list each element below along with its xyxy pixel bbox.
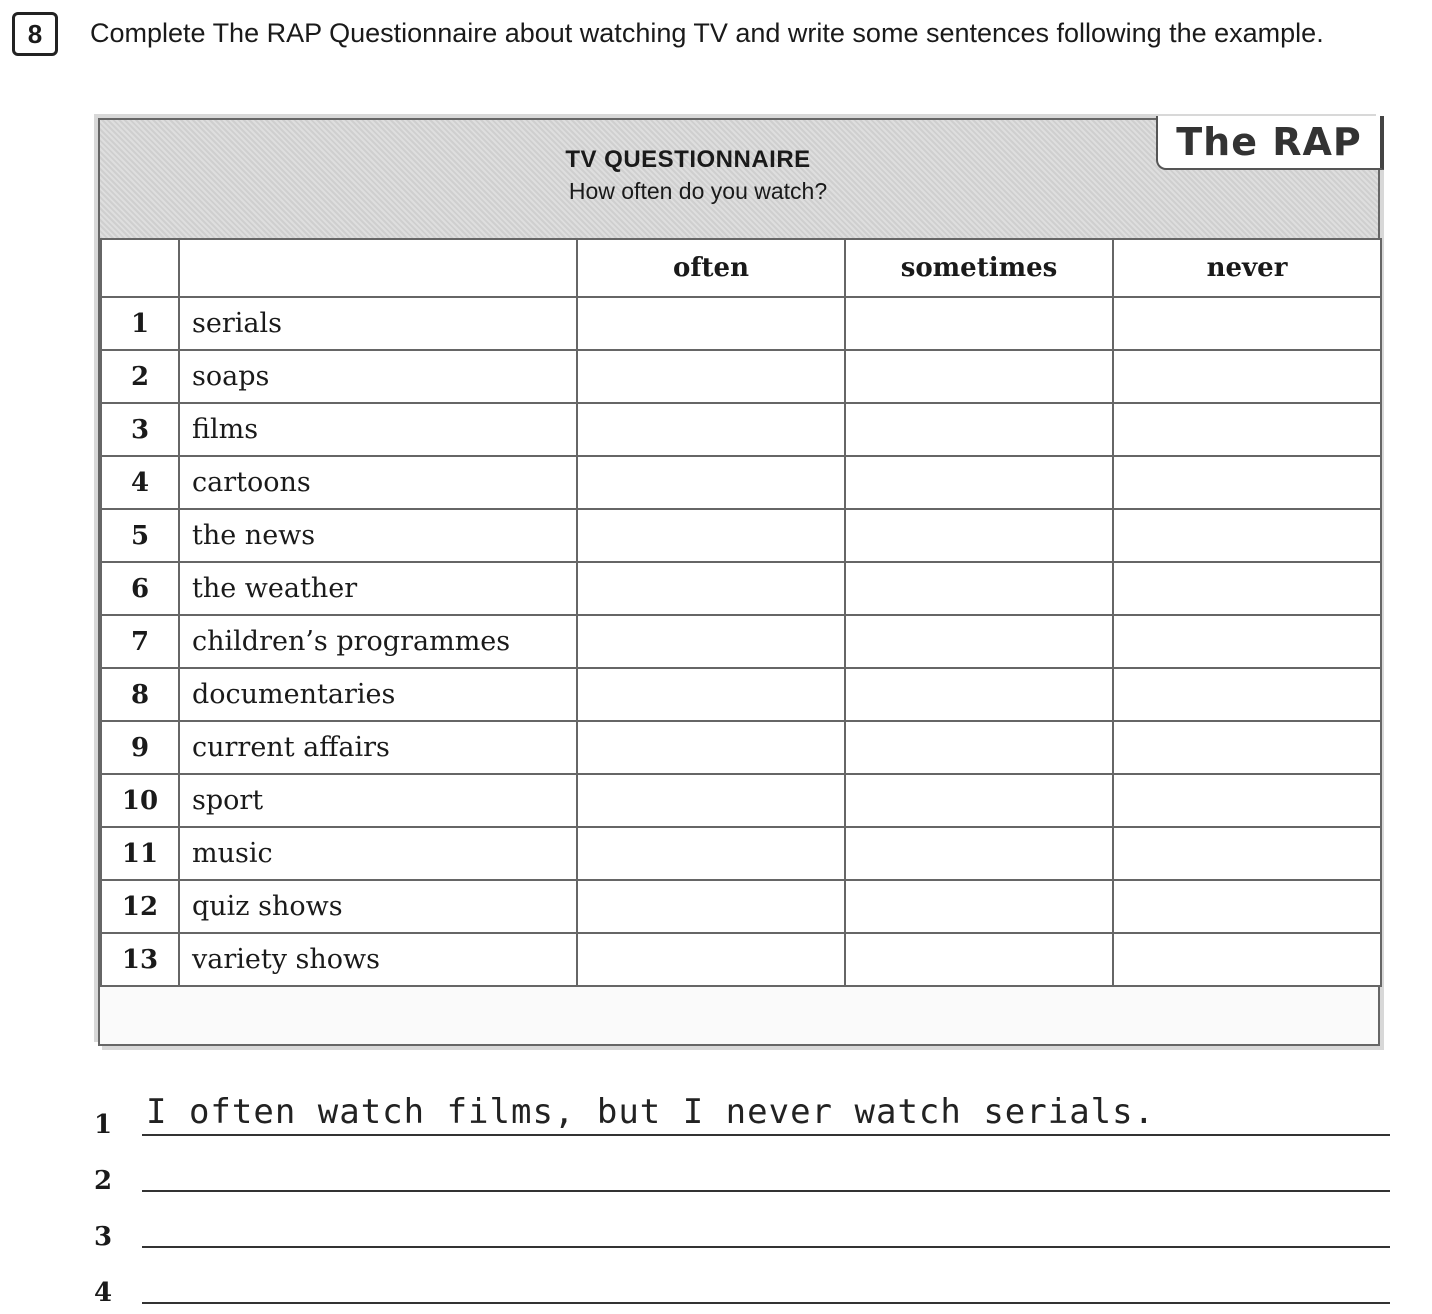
table-row xyxy=(101,403,1381,456)
row-number: 11 xyxy=(101,827,179,880)
writing-rule xyxy=(142,1302,1390,1304)
row-label: sport xyxy=(179,774,577,827)
answer-cell-sometimes[interactable] xyxy=(845,456,1113,509)
blank-header-label xyxy=(179,239,577,297)
row-number: 10 xyxy=(101,774,179,827)
answer-cell-sometimes[interactable] xyxy=(845,827,1113,880)
table-row xyxy=(101,297,1381,350)
answer-cell-never[interactable] xyxy=(1113,721,1381,774)
table-row xyxy=(101,350,1381,403)
answer-cell-never[interactable] xyxy=(1113,509,1381,562)
table-row xyxy=(101,721,1381,774)
table-row xyxy=(101,880,1381,933)
answer-cell-never[interactable] xyxy=(1113,456,1381,509)
answer-cell-never[interactable] xyxy=(1113,880,1381,933)
answer-cell-sometimes[interactable] xyxy=(845,721,1113,774)
table-row xyxy=(101,668,1381,721)
table-row xyxy=(101,933,1381,986)
row-number: 6 xyxy=(101,562,179,615)
answer-cell-often[interactable] xyxy=(577,933,845,986)
table-row xyxy=(101,509,1381,562)
answer-line[interactable] xyxy=(94,1258,1390,1314)
questionnaire-table xyxy=(98,118,1380,1046)
answer-line[interactable] xyxy=(94,1090,1390,1146)
questionnaire-header xyxy=(100,120,1378,240)
answer-cell-sometimes[interactable] xyxy=(845,933,1113,986)
questionnaire-title: TV QUESTIONNAIRE xyxy=(565,146,811,173)
answer-cell-sometimes[interactable] xyxy=(845,774,1113,827)
row-number: 4 xyxy=(101,456,179,509)
row-label: documentaries xyxy=(179,668,577,721)
row-label: current affairs xyxy=(179,721,577,774)
answer-cell-often[interactable] xyxy=(577,827,845,880)
table-row xyxy=(101,562,1381,615)
answer-cell-sometimes[interactable] xyxy=(845,403,1113,456)
answer-cell-sometimes[interactable] xyxy=(845,297,1113,350)
row-label: music xyxy=(179,827,577,880)
answer-cell-often[interactable] xyxy=(577,509,845,562)
answer-cell-never[interactable] xyxy=(1113,562,1381,615)
row-number: 5 xyxy=(101,509,179,562)
answer-cell-never[interactable] xyxy=(1113,774,1381,827)
answer-cell-often[interactable] xyxy=(577,721,845,774)
row-label: variety shows xyxy=(179,933,577,986)
answer-cell-often[interactable] xyxy=(577,562,845,615)
answer-cell-never[interactable] xyxy=(1113,615,1381,668)
row-label: films xyxy=(179,403,577,456)
answer-cell-often[interactable] xyxy=(577,350,845,403)
line-number: 4 xyxy=(94,1278,113,1308)
row-label: cartoons xyxy=(179,456,577,509)
answer-cell-often[interactable] xyxy=(577,297,845,350)
column-header-never: never xyxy=(1113,239,1381,297)
answer-cell-sometimes[interactable] xyxy=(845,615,1113,668)
questionnaire-subtitle: How often do you watch? xyxy=(568,178,828,204)
answer-cell-never[interactable] xyxy=(1113,350,1381,403)
row-number: 2 xyxy=(101,350,179,403)
answer-cell-sometimes[interactable] xyxy=(845,509,1113,562)
column-header-often: often xyxy=(577,239,845,297)
writing-rule xyxy=(142,1190,1390,1192)
rap-brand-tab: The RAP xyxy=(1156,116,1384,170)
row-number: 3 xyxy=(101,403,179,456)
row-number: 8 xyxy=(101,668,179,721)
blank-header-num xyxy=(101,239,179,297)
header-row xyxy=(101,239,1381,297)
answer-cell-often[interactable] xyxy=(577,668,845,721)
exercise-number: 8 xyxy=(12,12,58,56)
exercise-instructions: Complete The RAP Questionnaire about watching TV and write some sentences following the example. xyxy=(90,18,1324,48)
line-number: 3 xyxy=(94,1222,113,1252)
answer-cell-often[interactable] xyxy=(577,403,845,456)
writing-rule xyxy=(142,1246,1390,1248)
answer-cell-sometimes[interactable] xyxy=(845,668,1113,721)
row-number: 1 xyxy=(101,297,179,350)
row-label: the weather xyxy=(179,562,577,615)
row-label: the news xyxy=(179,509,577,562)
row-number: 9 xyxy=(101,721,179,774)
row-number: 13 xyxy=(101,933,179,986)
row-label: soaps xyxy=(179,350,577,403)
answer-cell-never[interactable] xyxy=(1113,297,1381,350)
table-row xyxy=(101,827,1381,880)
answer-cell-sometimes[interactable] xyxy=(845,562,1113,615)
questionnaire-grid xyxy=(100,238,1382,987)
answer-cell-sometimes[interactable] xyxy=(845,350,1113,403)
answer-line[interactable] xyxy=(94,1202,1390,1258)
answer-cell-often[interactable] xyxy=(577,774,845,827)
row-label: children’s programmes xyxy=(179,615,577,668)
line-number: 1 xyxy=(94,1110,113,1140)
writing-rule xyxy=(142,1134,1390,1136)
answer-cell-never[interactable] xyxy=(1113,827,1381,880)
row-label: serials xyxy=(179,297,577,350)
answer-cell-never[interactable] xyxy=(1113,933,1381,986)
column-header-sometimes: sometimes xyxy=(845,239,1113,297)
example-sentence: I often watch films, but I never watch serials. xyxy=(146,1092,1156,1132)
answer-cell-often[interactable] xyxy=(577,456,845,509)
table-row xyxy=(101,456,1381,509)
row-number: 7 xyxy=(101,615,179,668)
answer-cell-sometimes[interactable] xyxy=(845,880,1113,933)
row-number: 12 xyxy=(101,880,179,933)
answer-cell-often[interactable] xyxy=(577,615,845,668)
table-row xyxy=(101,774,1381,827)
table-row xyxy=(101,615,1381,668)
row-label: quiz shows xyxy=(179,880,577,933)
answer-cell-often[interactable] xyxy=(577,880,845,933)
answer-line[interactable] xyxy=(94,1146,1390,1202)
answer-lines xyxy=(94,1090,1390,1314)
line-number: 2 xyxy=(94,1166,113,1196)
answer-cell-never[interactable] xyxy=(1113,403,1381,456)
answer-cell-never[interactable] xyxy=(1113,668,1381,721)
